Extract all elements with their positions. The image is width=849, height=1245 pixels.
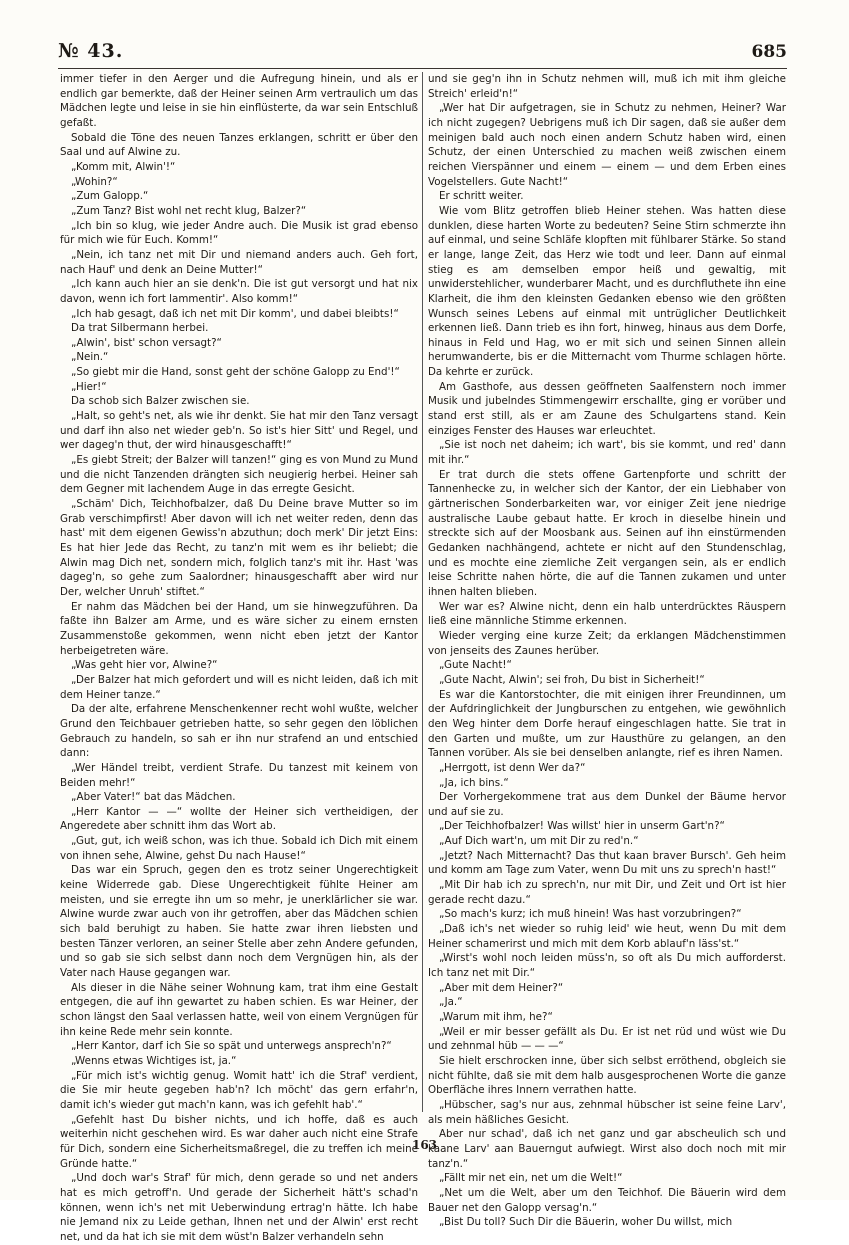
signature-mark: 163 <box>411 1138 438 1152</box>
left-column <box>60 72 418 1245</box>
paragraph: Da schob sich Balzer zwischen sie. <box>71 395 250 408</box>
paragraph: Er schritt weiter. <box>439 190 524 203</box>
issue-number: № 43. <box>58 40 124 62</box>
paragraph: „Nein, ich tanz net mit Dir und niemand anders auch. Geh fort, nach Hauf' und denk an Deine Mutter!“ <box>60 248 418 276</box>
paragraph: „Für mich ist's wichtig genug. Womit hatt' ich die Straf' verdient, die Sie mir heute gegeben hab'n? Ich möcht' das gern erfahr'n, damit ich's wieder gut mach'n kann, was ich gefehlt hab'.“ <box>60 1069 418 1111</box>
paragraph: „Ich kann auch hier an sie denk'n. Die ist gut versorgt und hat nix davon, wenn ich fort lammentir'. Also komm!“ <box>60 278 418 305</box>
paragraph: „Ich bin so klug, wie jeder Andre auch. Die Musik ist grad ebenso für mich wie für Euch. Komm!“ <box>60 219 418 247</box>
paragraph: „Mit Dir hab ich zu sprech'n, nur mit Dir, und Zeit und Ort ist hier gerade recht dazu.“ <box>428 879 786 906</box>
paragraph: „Weil er mir besser gefällt als Du. Er ist net rüd und wüst wie Du und zehnmal hüb — — —“ <box>428 1025 786 1053</box>
paragraph: „Aber Vater!“ bat das Mädchen. <box>71 791 236 804</box>
paragraph: „So mach's kurz; ich muß hinein! Was hast vorzubringen?“ <box>439 908 742 921</box>
paragraph: „Komm mit, Alwin'!“ <box>71 160 176 173</box>
paragraph: Da trat Silbermann herbei. <box>71 322 209 335</box>
paragraph: Als dieser in die Nähe seiner Wohnung kam, trat ihm eine Gestalt entgegen, die auf ihn gewartet zu haben schien. Es war Heiner, der schon längst den Saal verlassen hatte, weil von einem Vergnügen für ihn keine Rede mehr sein konnte. <box>60 981 418 1038</box>
paragraph: „Sie ist noch net daheim; ich wart', bis sie kommt, und red' dann mit ihr.“ <box>428 439 786 467</box>
paragraph: „Herr Kantor, darf ich Sie so spät und unterwegs ansprech'n?“ <box>71 1040 392 1053</box>
paragraph: „Es giebt Streit; der Balzer will tanzen!“ ging es von Mund zu Mund und die nicht Tanzenden drängten sich neugierig herbei. Heiner sah dem Gegner mit lachendem Auge in das erregte Gesicht. <box>60 454 418 496</box>
paragraph: Sobald die Töne des neuen Tanzes erklangen, schritt er über den Saal und auf Alwine zu. <box>60 131 418 159</box>
page-number: 685 <box>751 42 787 62</box>
paragraph: „Hübscher, sag's nur aus, zehnmal hübscher ist seine feine Larv', als mein häßliches Gesicht. <box>428 1098 786 1126</box>
paragraph: Wie vom Blitz getroffen blieb Heiner stehen. Was hatten diese dunklen, diese harten Worte zu bedeuten? Seine Stirn schmerzte ihn auf einmal, und seine Schläfe klopften mit fühlbarer Stärke. So stand er lange, lange Zeit, das Herz wie todt und leer. Dann auf einmal stieg es am demselben empor heiß und gewaltig, mit unwiderstehlicher, wunderbarer Macht, und es durchfluthete ihn eine Klarheit, die ihm den kleinsten Gedanken ebenso wie den größten Wunsch seines Lebens auf einmal mit untrüglicher Deutlichkeit erkennen ließ. Dann trieb es ihn fort, hinweg, hinaus aus dem Dorfe, hinaus in Feld und Hag, wo er mit sich und seinen Sinnen allein herumwanderte, bis er die Mitternacht vom Thurme schlagen hörte. Da kehrte er zurück. <box>428 204 786 379</box>
paragraph: „Gut, gut, ich weiß schon, was ich thue. Sobald ich Dich mit einem von ihnen sehe, Alwine, gehst Du nach Hause!“ <box>60 835 418 862</box>
page-header <box>58 40 787 70</box>
paragraph: „Aber mit dem Heiner?“ <box>439 981 564 994</box>
paragraph: „Jetzt? Nach Mitternacht? Das thut kaan braver Bursch'. Geh heim und komm am Tage zum Vater, wenn Du mit uns zu sprech'n hast!“ <box>428 849 786 877</box>
paragraph: „Gute Nacht!“ <box>439 659 512 672</box>
paragraph: „Wer hat Dir aufgetragen, sie in Schutz zu nehmen, Heiner? War ich nicht zugegen? Uebrigens muß ich Dir sagen, daß sie außer dem meinigen bald auch noch einen andern Schutz haben wird, einen Schutz, der einen Unterschied zu machen weiß zwischen einem reichen Vierspänner und einem — einem — und dem Erben eines Vogelstellers. Gute Nacht!“ <box>428 102 786 188</box>
paragraph: immer tiefer in den Aerger und die Aufregung hinein, und als er endlich gar bemerkte, daß der Heiner seinen Arm vertraulich um das Mädchen legte und leise in sie hin einflüsterte, da war sein Entschluß gefaßt. <box>60 73 418 129</box>
paragraph: „Der Balzer hat mich gefordert und will es nicht leiden, daß ich mit dem Heiner tanze.“ <box>60 673 418 701</box>
paragraph: „Zum Tanz? Bist wohl net recht klug, Balzer?“ <box>71 204 307 217</box>
paragraph: Am Gasthofe, aus dessen geöffneten Saalfenstern noch immer Musik und jubelndes Stimmengewirr erschallte, ging er vorüber und stand erst still, als er am Zaune des Schulgartens stand. Kein einziges Fenster des Hauses war erleuchtet. <box>428 380 786 437</box>
right-column <box>428 72 786 1230</box>
paragraph: Er trat durch die stets offene Gartenpforte und schritt der Tannenhecke zu, in welcher sich der Kantor, der ein Liebhaber von gärtnerischen Sonderbarkeiten war, vor einiger Zeit jene niedrige australische Laube gebaut hatte. Er kroch in dieselbe hinein und streckte sich auf der Moosbank aus. Seinen auf ihn einstürmenden Gedanken nachhängend, achtete er nicht auf den Stundenschlag, und es mochte eine ziemliche Zeit vergangen sein, als er endlich leise Schritte nahen hörte, die auf die Tannen zukamen und unter ihnen halten blieben. <box>428 468 786 598</box>
column-divider <box>422 72 423 1112</box>
paragraph: Wieder verging eine kurze Zeit; da erklangen Mädchenstimmen von jenseits des Zaunes herüber. <box>428 629 786 657</box>
paragraph: „Auf Dich wart'n, um mit Dir zu red'n.“ <box>439 835 639 848</box>
paragraph: „Ja, ich bins.“ <box>439 776 509 789</box>
paragraph: „Nein.“ <box>71 351 109 364</box>
paragraph: „Herrgott, ist denn Wer da?“ <box>439 761 586 774</box>
paragraph: „Schäm' Dich, Teichhofbalzer, daß Du Deine brave Mutter so im Grab verschimpfirst! Aber davon will ich net weiter reden, denn das hast' mit dem eigenen Gewiss'n abzuthun; doch merk' Dir jetzt Eins: Es hat hier Jede das Recht, zu tanz'n mit wem es ihr beliebt; die Alwin mag Dich net, sondern mich, folglich tanz's mit ihr. Hast 'was dageg'n, so gehe zum Saalordner; hinausgeschafft aber wird nur Der, welcher Unruh' stiftet.“ <box>60 498 418 598</box>
paragraph: Sie hielt erschrocken inne, über sich selbst erröthend, obgleich sie nicht fühlte, daß sie mit dem halb ausgesprochenen Worte die ganze Oberfläche ihres Innern verrathen hatte. <box>428 1054 786 1097</box>
paragraph: „Ja.“ <box>439 996 463 1009</box>
paragraph: „So giebt mir die Hand, sonst geht der schöne Galopp zu End'!“ <box>71 366 400 379</box>
paragraph: Er nahm das Mädchen bei der Hand, um sie hinwegzuführen. Da faßte ihn Balzer am Arme, und es wäre sicher zu einem ernsten Zusammenstoße gekommen, wenn nicht eben jetzt der Kantor herbeigetreten wäre. <box>60 600 418 657</box>
paragraph: „Alwin', bist' schon versagt?“ <box>71 336 222 349</box>
paragraph: Aber nur schad', daß ich net ganz und gar abscheulich sch und kaane Larv' aan Bauerngut aufwiegt. Wirst also doch noch mit mir tanz'n.“ <box>428 1128 786 1170</box>
paragraph: „Der Teichhofbalzer! Was willst' hier in unserm Gart'n?“ <box>439 820 725 833</box>
paragraph: „Wirst's wohl noch leiden müss'n, so oft als Du mich aufforderst. Ich tanz net mit Dir.“ <box>428 952 786 980</box>
paragraph: „Warum mit ihm, he?“ <box>439 1011 553 1023</box>
paragraph: „Gefehlt hast Du bisher nichts, und ich hoffe, daß es auch weiterhin nicht geschehen wird. Es war daher auch nicht eine Strafe für Dich, sondern eine Sicherheitsmaßregel, die zu treffen ich meine Gründe hatte.“ <box>60 1113 418 1170</box>
header-rule <box>58 68 787 69</box>
paragraph: Wer war es? Alwine nicht, denn ein halb unterdrücktes Räuspern ließ eine männliche Stimme erkennen. <box>428 600 786 628</box>
paragraph: „Wenns etwas Wichtiges ist, ja.“ <box>71 1054 237 1067</box>
paragraph: „Was geht hier vor, Alwine?“ <box>71 659 218 672</box>
paragraph: Das war ein Spruch, gegen den es trotz seiner Ungerechtigkeit keine Widerrede gab. Diese Ungerechtigkeit fühlte Heiner am meisten, und sie erregte ihn um so mehr, je unerklärlicher sie war. Alwine wurde zwar auch von ihr getroffen, aber das Mädchen schien sich bald beruhigt zu haben. Sie hatte zwar ihren liebsten und besten Tänzer verloren, an seiner Stelle aber zehn Andere gefunden, und so gab sie sich selbst dann noch dem Vergnügen hin, als der Vater nach Hause gegangen war. <box>60 864 418 980</box>
paragraph: „Ich hab gesagt, daß ich net mit Dir komm', und dabei bleibts!“ <box>71 307 399 320</box>
paragraph: „Hier!“ <box>71 380 107 393</box>
paragraph: „Halt, so geht's net, als wie ihr denkt. Sie hat mir den Tanz versagt und darf ihn also net wieder geb'n. So ist's hier Sitt' und Regel, und wer dageg'n thut, der wird hinausgeschafft!“ <box>60 410 418 452</box>
paragraph: „Daß ich's net wieder so ruhig leid' wie heut, wenn Du mit dem Heiner schamerirst und mich mit dem Korb ablauf'n läss'st.“ <box>428 923 786 950</box>
paragraph: „Net um die Welt, aber um den Teichhof. Die Bäuerin wird dem Bauer net den Galopp versag'n.“ <box>428 1186 786 1214</box>
paragraph: „Wohin?“ <box>71 175 118 188</box>
paragraph: und sie geg'n ihn in Schutz nehmen will, muß ich mit ihm gleiche Streich' erleid'n!“ <box>428 73 786 100</box>
paragraph: „Und doch war's Straf' für mich, denn gerade so und net anders hat es mich getroff'n. Und gerade der Sicherheit hätt's schad'n können, wenn ich's net mit Ueberwindung ertrag'n hätte. Ich habe nie Jemand nix zu Leide gethan, Ihnen net und der Alwin' erst recht net, und da hat ich sie mit dem wüst'n Balzer verhandeln sehn <box>60 1172 418 1243</box>
paragraph: „Wer Händel treibt, verdient Strafe. Du tanzest mit keinem von Beiden mehr!“ <box>60 761 418 789</box>
paragraph: „Gute Nacht, Alwin'; sei froh, Du bist in Sicherheit!“ <box>439 673 705 686</box>
paragraph: Es war die Kantorstochter, die mit einigen ihrer Freundinnen, um der Aufdringlichkeit der Jungburschen zu entgehen, wie gewöhnlich den Weg hinter dem Dorfe herauf eingeschlagen hatte. Sie trat in den Garten und mußte, um zur Hausthüre zu gelangen, an den Tannen vorüber. Als sie bei denselben anlangte, rief es ihren Namen. <box>428 688 786 760</box>
paragraph: „Fällt mir net ein, net um die Welt!“ <box>439 1172 623 1185</box>
paragraph: „Herr Kantor — —“ wollte der Heiner sich vertheidigen, der Angeredete aber schnitt ihm das Wort ab. <box>60 805 418 833</box>
paragraph: „Zum Galopp.“ <box>71 190 149 203</box>
paragraph: Da der alte, erfahrene Menschenkenner recht wohl wußte, welcher Grund den Teichbauer getrieben hatte, so sehr gegen den löblichen Gebrauch zu handeln, so sah er ihn nur strafend an und entschied dann: <box>60 703 418 760</box>
paragraph: „Bist Du toll? Such Dir die Bäuerin, woher Du willst, mich <box>439 1216 733 1229</box>
paragraph: Der Vorhergekommene trat aus dem Dunkel der Bäume hervor und auf sie zu. <box>428 791 786 818</box>
